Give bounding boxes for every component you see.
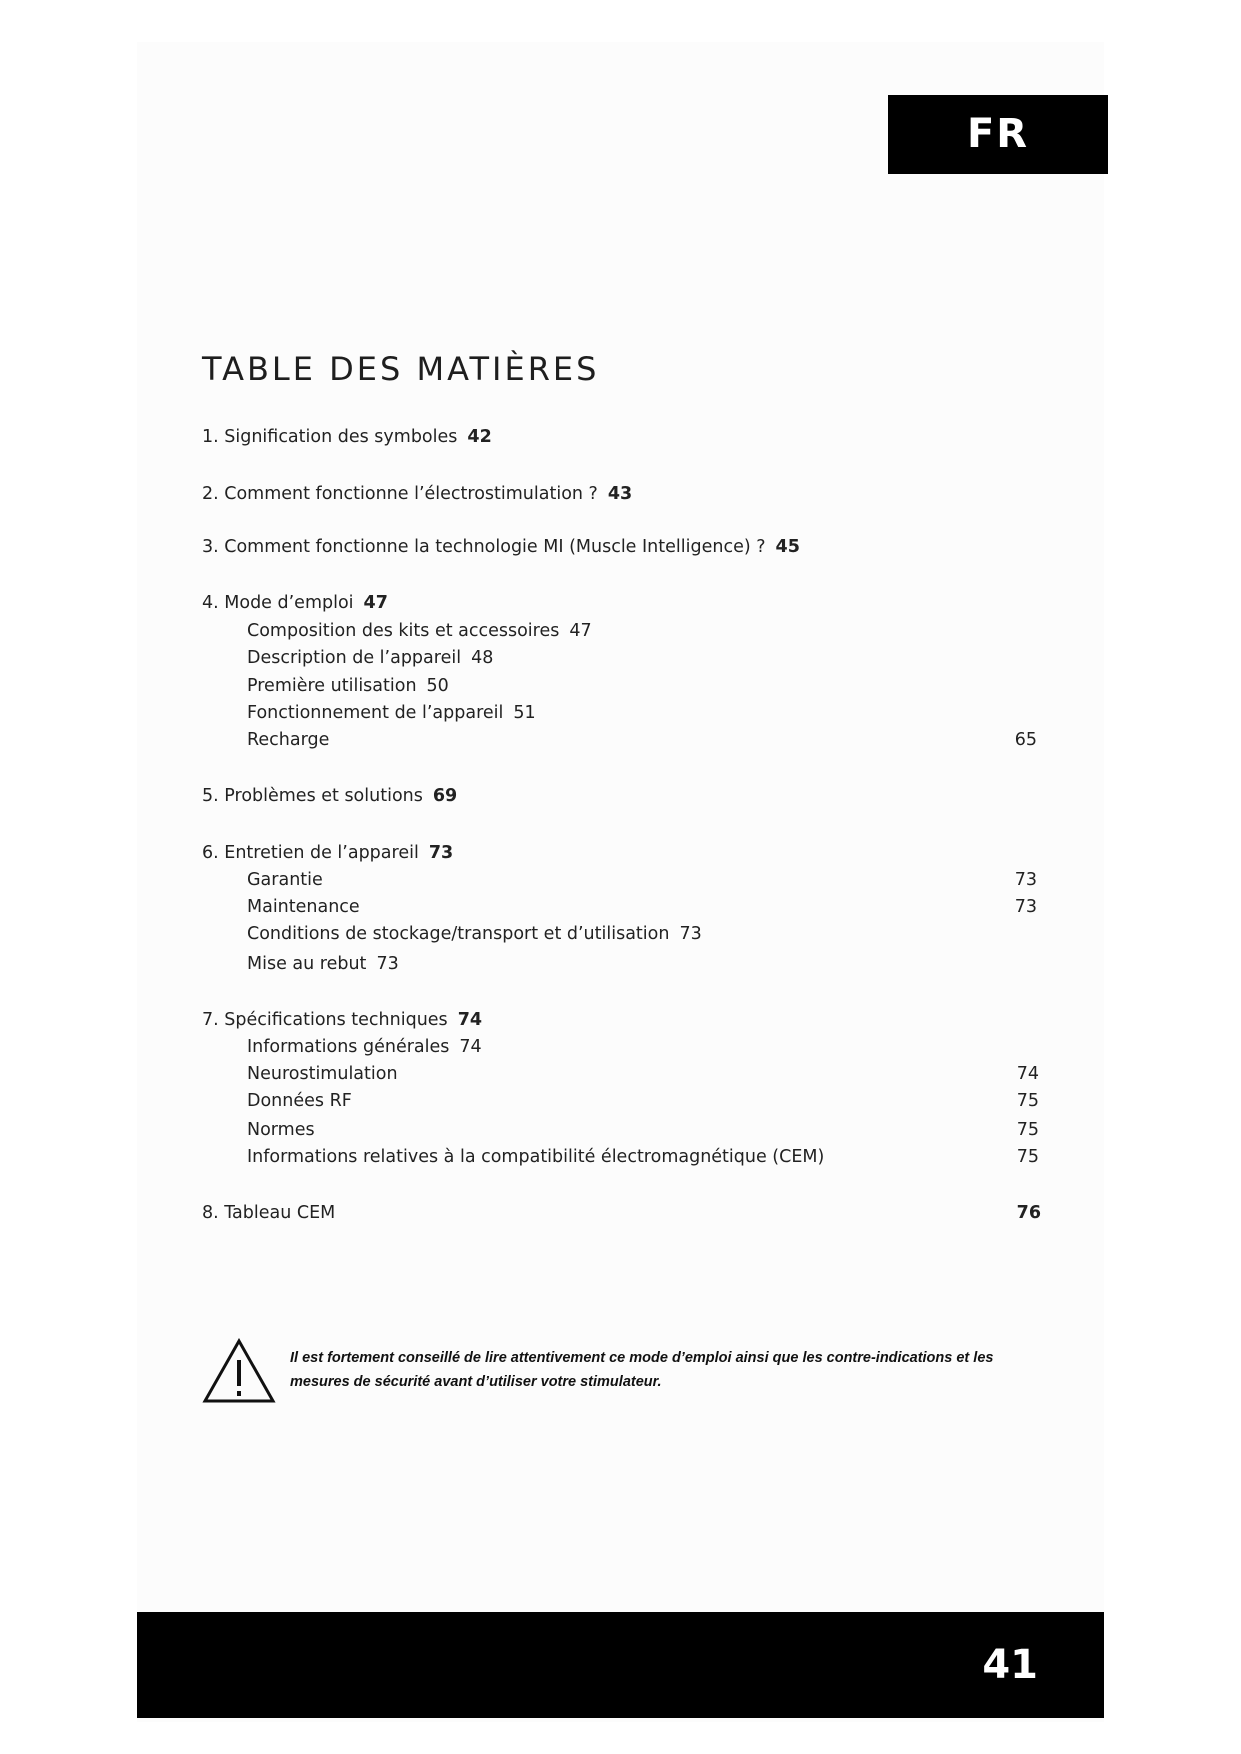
toc-entry-label: 2. Comment fonctionne l’électrostimulation ? xyxy=(202,484,598,504)
toc-entry-label: Garantie xyxy=(247,870,323,890)
toc-entry-label: 5. Problèmes et solutions xyxy=(202,786,423,806)
toc-subentry-first-use[interactable] xyxy=(247,672,449,700)
toc-entry-label: 3. Comment fonctionne la technologie MI (Muscle Intelligence) ? xyxy=(202,537,766,557)
toc-subentry-standards[interactable] xyxy=(247,1116,1039,1144)
toc-page-number: 69 xyxy=(432,786,458,806)
toc-entry-7[interactable] xyxy=(202,1006,482,1034)
toc-entry-label: 1. Signification des symboles xyxy=(202,427,458,447)
toc-page-number: 65 xyxy=(1014,730,1037,750)
toc-entry-2[interactable] xyxy=(202,480,632,508)
toc-entry-label: Normes xyxy=(247,1120,315,1140)
toc-entry-label: Informations relatives à la compatibilité électromagnétique (CEM) xyxy=(247,1147,825,1167)
toc-page-number: 73 xyxy=(376,954,399,974)
toc-page-number: 47 xyxy=(569,621,592,641)
toc-entry-8[interactable] xyxy=(202,1199,1041,1227)
toc-subentry-general-info[interactable] xyxy=(247,1033,482,1061)
toc-entry-label: Description de l’appareil xyxy=(247,648,462,668)
toc-entry-label: 7. Spécifications techniques xyxy=(202,1010,448,1030)
toc-page-number: 73 xyxy=(428,843,454,863)
toc-subentry-description[interactable] xyxy=(247,644,493,672)
toc-subentry-emc-info[interactable] xyxy=(247,1143,1039,1171)
toc-subentry-neurostimulation[interactable] xyxy=(247,1060,1039,1088)
toc-subentry-recharge[interactable] xyxy=(247,726,1037,754)
toc-page-number: 51 xyxy=(513,703,536,723)
toc-page-number: 75 xyxy=(1016,1147,1039,1167)
toc-entry-label: 6. Entretien de l’appareil xyxy=(202,843,419,863)
toc-subentry-storage[interactable] xyxy=(247,920,702,948)
toc-page-number: 47 xyxy=(363,593,388,613)
toc-page-number: 42 xyxy=(467,427,492,447)
toc-entry-6[interactable] xyxy=(202,839,453,867)
toc-entry-label: Maintenance xyxy=(247,897,360,917)
toc-page-number: 76 xyxy=(1016,1203,1041,1223)
toc-page-number: 50 xyxy=(426,676,449,696)
toc-entry-3[interactable] xyxy=(202,533,800,561)
page-number: 41 xyxy=(982,1642,1038,1688)
toc-subentry-maintenance[interactable] xyxy=(247,893,1037,921)
page-title: TABLE DES MATIÈRES xyxy=(202,350,600,388)
toc-page-number: 74 xyxy=(1016,1064,1039,1084)
toc-entry-label: Informations générales xyxy=(247,1037,450,1057)
footer-bar xyxy=(137,1612,1104,1718)
toc-page-number: 74 xyxy=(459,1037,482,1057)
toc-entry-4[interactable] xyxy=(202,589,388,617)
safety-notice xyxy=(202,1338,1022,1408)
toc-entry-label: Fonctionnement de l’appareil xyxy=(247,703,504,723)
notice-text: Il est fortement conseillé de lire attentivement ce mode d’emploi ainsi que les contre-indications et les mesures de sécurité avant d’utiliser votre stimulateur. xyxy=(290,1350,994,1390)
toc-entry-5[interactable] xyxy=(202,782,457,810)
toc-entry-label: Recharge xyxy=(247,730,330,750)
toc-subentry-kits[interactable] xyxy=(247,617,592,645)
toc-subentry-disposal[interactable] xyxy=(247,950,399,978)
toc-subentry-rf-data[interactable] xyxy=(247,1087,1039,1115)
toc-page-number: 73 xyxy=(1014,870,1037,890)
language-tab: FR xyxy=(888,95,1108,174)
warning-icon xyxy=(202,1338,276,1404)
toc-entry-label: Mise au rebut xyxy=(247,954,367,974)
toc-entry-1[interactable] xyxy=(202,423,492,451)
toc-entry-label: 8. Tableau CEM xyxy=(202,1203,336,1223)
toc-page-number: 43 xyxy=(607,484,633,504)
toc-page-number: 73 xyxy=(1014,897,1037,917)
toc-entry-label: Composition des kits et accessoires xyxy=(247,621,560,641)
toc-page-number: 45 xyxy=(775,537,800,557)
toc-subentry-operation[interactable] xyxy=(247,699,536,727)
toc-page-number: 48 xyxy=(471,648,494,668)
toc-entry-label: Données RF xyxy=(247,1091,352,1111)
toc-entry-label: Première utilisation xyxy=(247,676,417,696)
toc-page-number: 75 xyxy=(1016,1120,1039,1140)
toc-entry-label: 4. Mode d’emploi xyxy=(202,593,354,613)
toc-page-number: 75 xyxy=(1016,1091,1039,1111)
toc-page-number: 74 xyxy=(457,1010,483,1030)
toc-entry-label: Conditions de stockage/transport et d’utilisation xyxy=(247,924,670,944)
toc-page-number: 73 xyxy=(679,924,702,944)
toc-subentry-warranty[interactable] xyxy=(247,866,1037,894)
toc-entry-label: Neurostimulation xyxy=(247,1064,398,1084)
